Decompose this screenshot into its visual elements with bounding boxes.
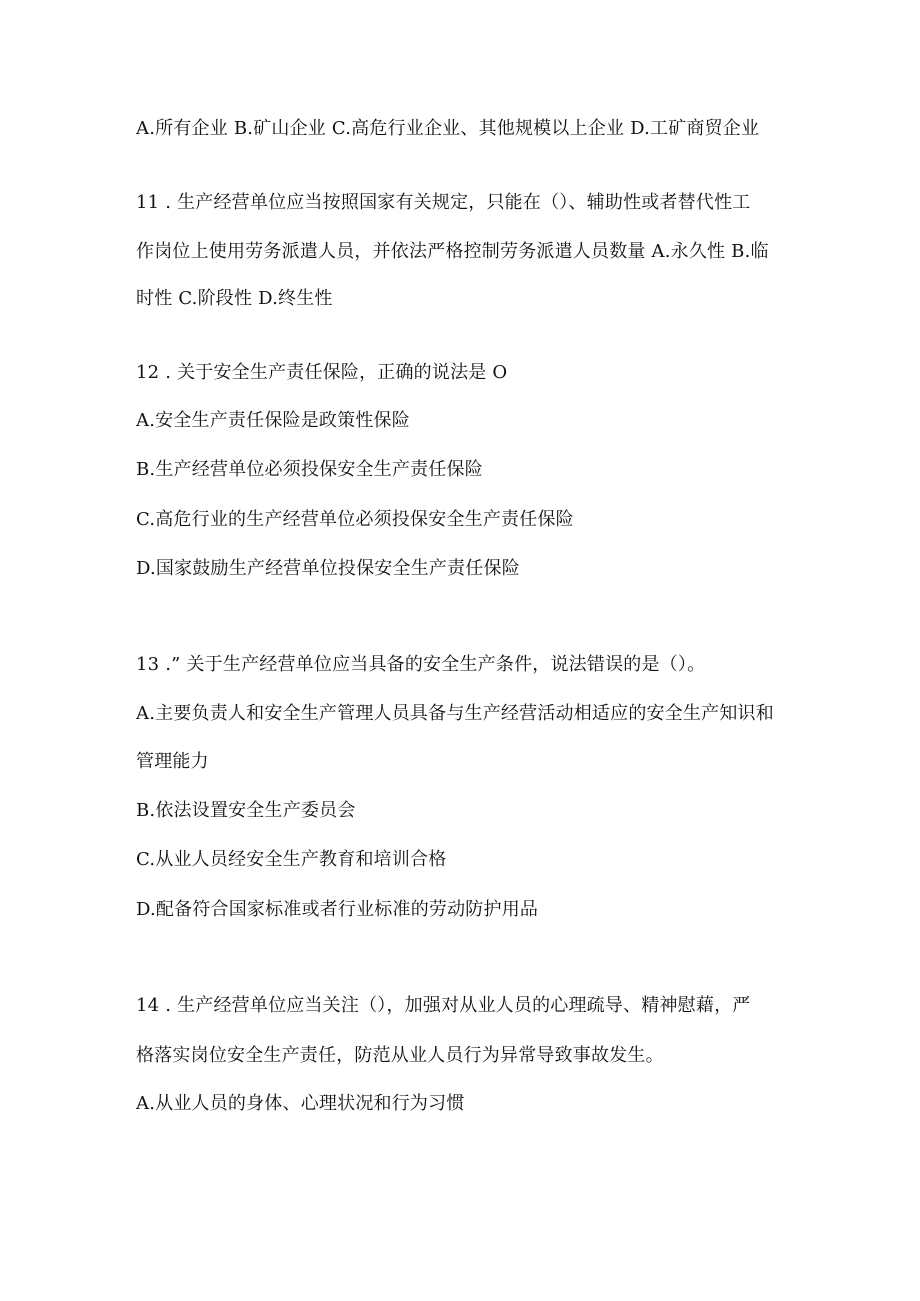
- q13-option-b: B.依法设置安全生产委员会: [136, 800, 356, 821]
- q14-option-a: A.从业人员的身体、心理状况和行为习惯: [136, 1093, 465, 1114]
- q11-line-2: 作岗位上使用劳务派遣人员，并依法严格控制劳务派遣人员数量 A.永久性 B.临: [136, 241, 769, 262]
- q13-option-d: D.配备符合国家标准或者行业标准的劳动防护用品: [136, 899, 539, 920]
- q12-option-c: C.高危行业的生产经营单位必须投保安全生产责任保险: [136, 509, 574, 530]
- q13-option-a-line-1: A.主要负责人和安全生产管理人员具备与生产经营活动相适应的安全生产知识和: [136, 703, 774, 724]
- q12-question: 12 . 关于安全生产责任保险，正确的说法是 O: [136, 362, 508, 383]
- q12-option-b: B.生产经营单位必须投保安全生产责任保险: [136, 459, 483, 480]
- q10-options: A.所有企业 B.矿山企业 C.高危行业企业、其他规模以上企业 D.工矿商贸企业: [136, 118, 760, 139]
- q11-line-1: 11 . 生产经营单位应当按照国家有关规定，只能在（）、辅助性或者替代性工: [136, 192, 751, 213]
- q13-option-a-line-2: 管理能力: [136, 751, 209, 772]
- q13-question: 13 .” 关于生产经营单位应当具备的安全生产条件，说法错误的是（）。: [136, 654, 706, 675]
- q11-line-3: 时性 C.阶段性 D.终生性: [136, 288, 333, 309]
- q12-option-a: A.安全生产责任保险是政策性保险: [136, 410, 410, 431]
- q14-line-1: 14 . 生产经营单位应当关注（），加强对从业人员的心理疏导、精神慰藉，严: [136, 995, 751, 1016]
- q13-option-c: C.从业人员经安全生产教育和培训合格: [136, 849, 447, 870]
- q14-line-2: 格落实岗位安全生产责任，防范从业人员行为异常导致事故发生。: [136, 1045, 664, 1066]
- q12-option-d: D.国家鼓励生产经营单位投保安全生产责任保险: [136, 558, 520, 579]
